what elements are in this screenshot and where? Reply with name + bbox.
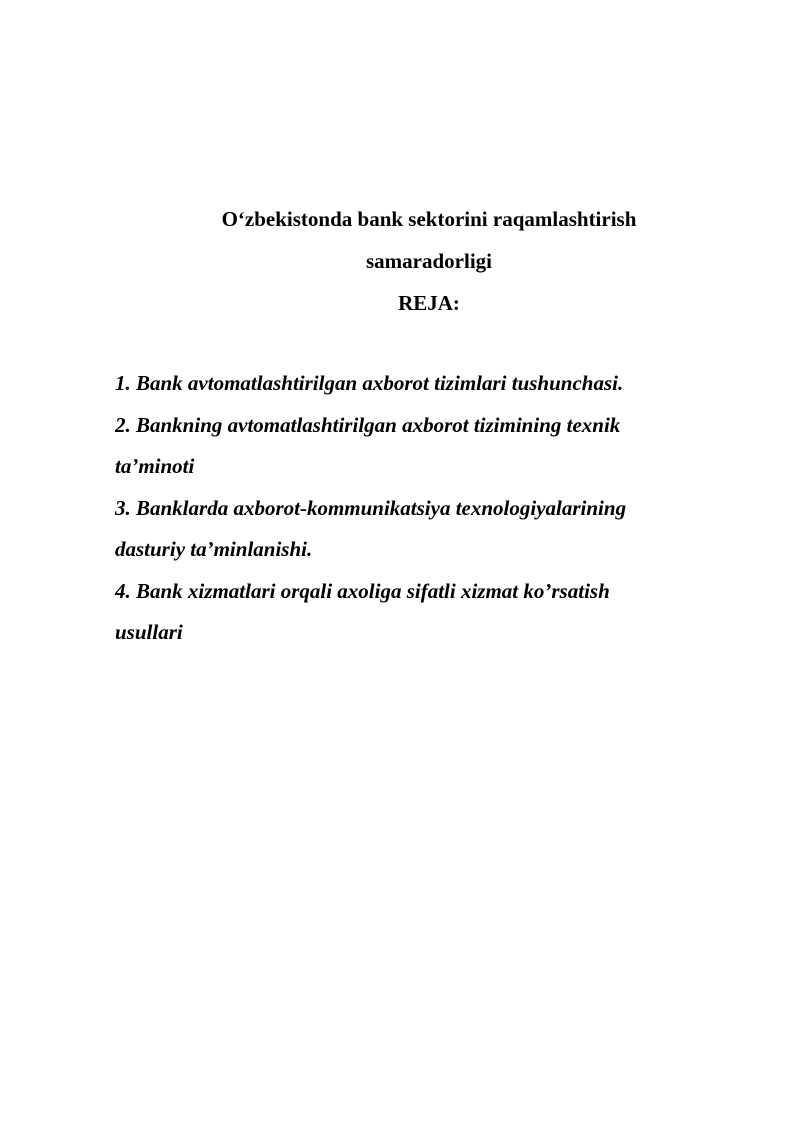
plan-item-4-line-1: 4. Bank xizmatlari orqali axoliga sifatli xizmat ko’rsatish xyxy=(115,578,610,603)
plan-item-1-line-1: 1. Bank avtomatlashtirilgan axborot tizimlari tushunchasi. xyxy=(115,371,624,395)
plan-item-3-line-1: 3. Banklarda axborot-kommunikatsiya texnologiyalarining xyxy=(115,495,627,520)
plan-item-3-line-2: dasturiy ta’minlanishi. xyxy=(115,537,313,561)
plan-item-3 xyxy=(115,488,715,571)
plan-heading: REJA: xyxy=(398,291,460,315)
document-title-line-1: O‘zbekistonda bank sektorini raqamlashtirish xyxy=(221,207,637,231)
plan-item-4-line-2: usullari xyxy=(115,620,183,644)
plan-item-2-line-2: ta’minoti xyxy=(115,454,195,478)
plan-item-1 xyxy=(115,363,715,405)
plan-item-2 xyxy=(115,405,715,488)
plan-item-2-line-1: 2. Bankning avtomatlashtirilgan axborot tizimining texnik xyxy=(115,412,621,437)
plan-item-4 xyxy=(115,571,715,654)
document-title xyxy=(115,198,743,282)
document-title-line-2: samaradorligi xyxy=(366,249,492,273)
plan-list xyxy=(115,363,715,654)
